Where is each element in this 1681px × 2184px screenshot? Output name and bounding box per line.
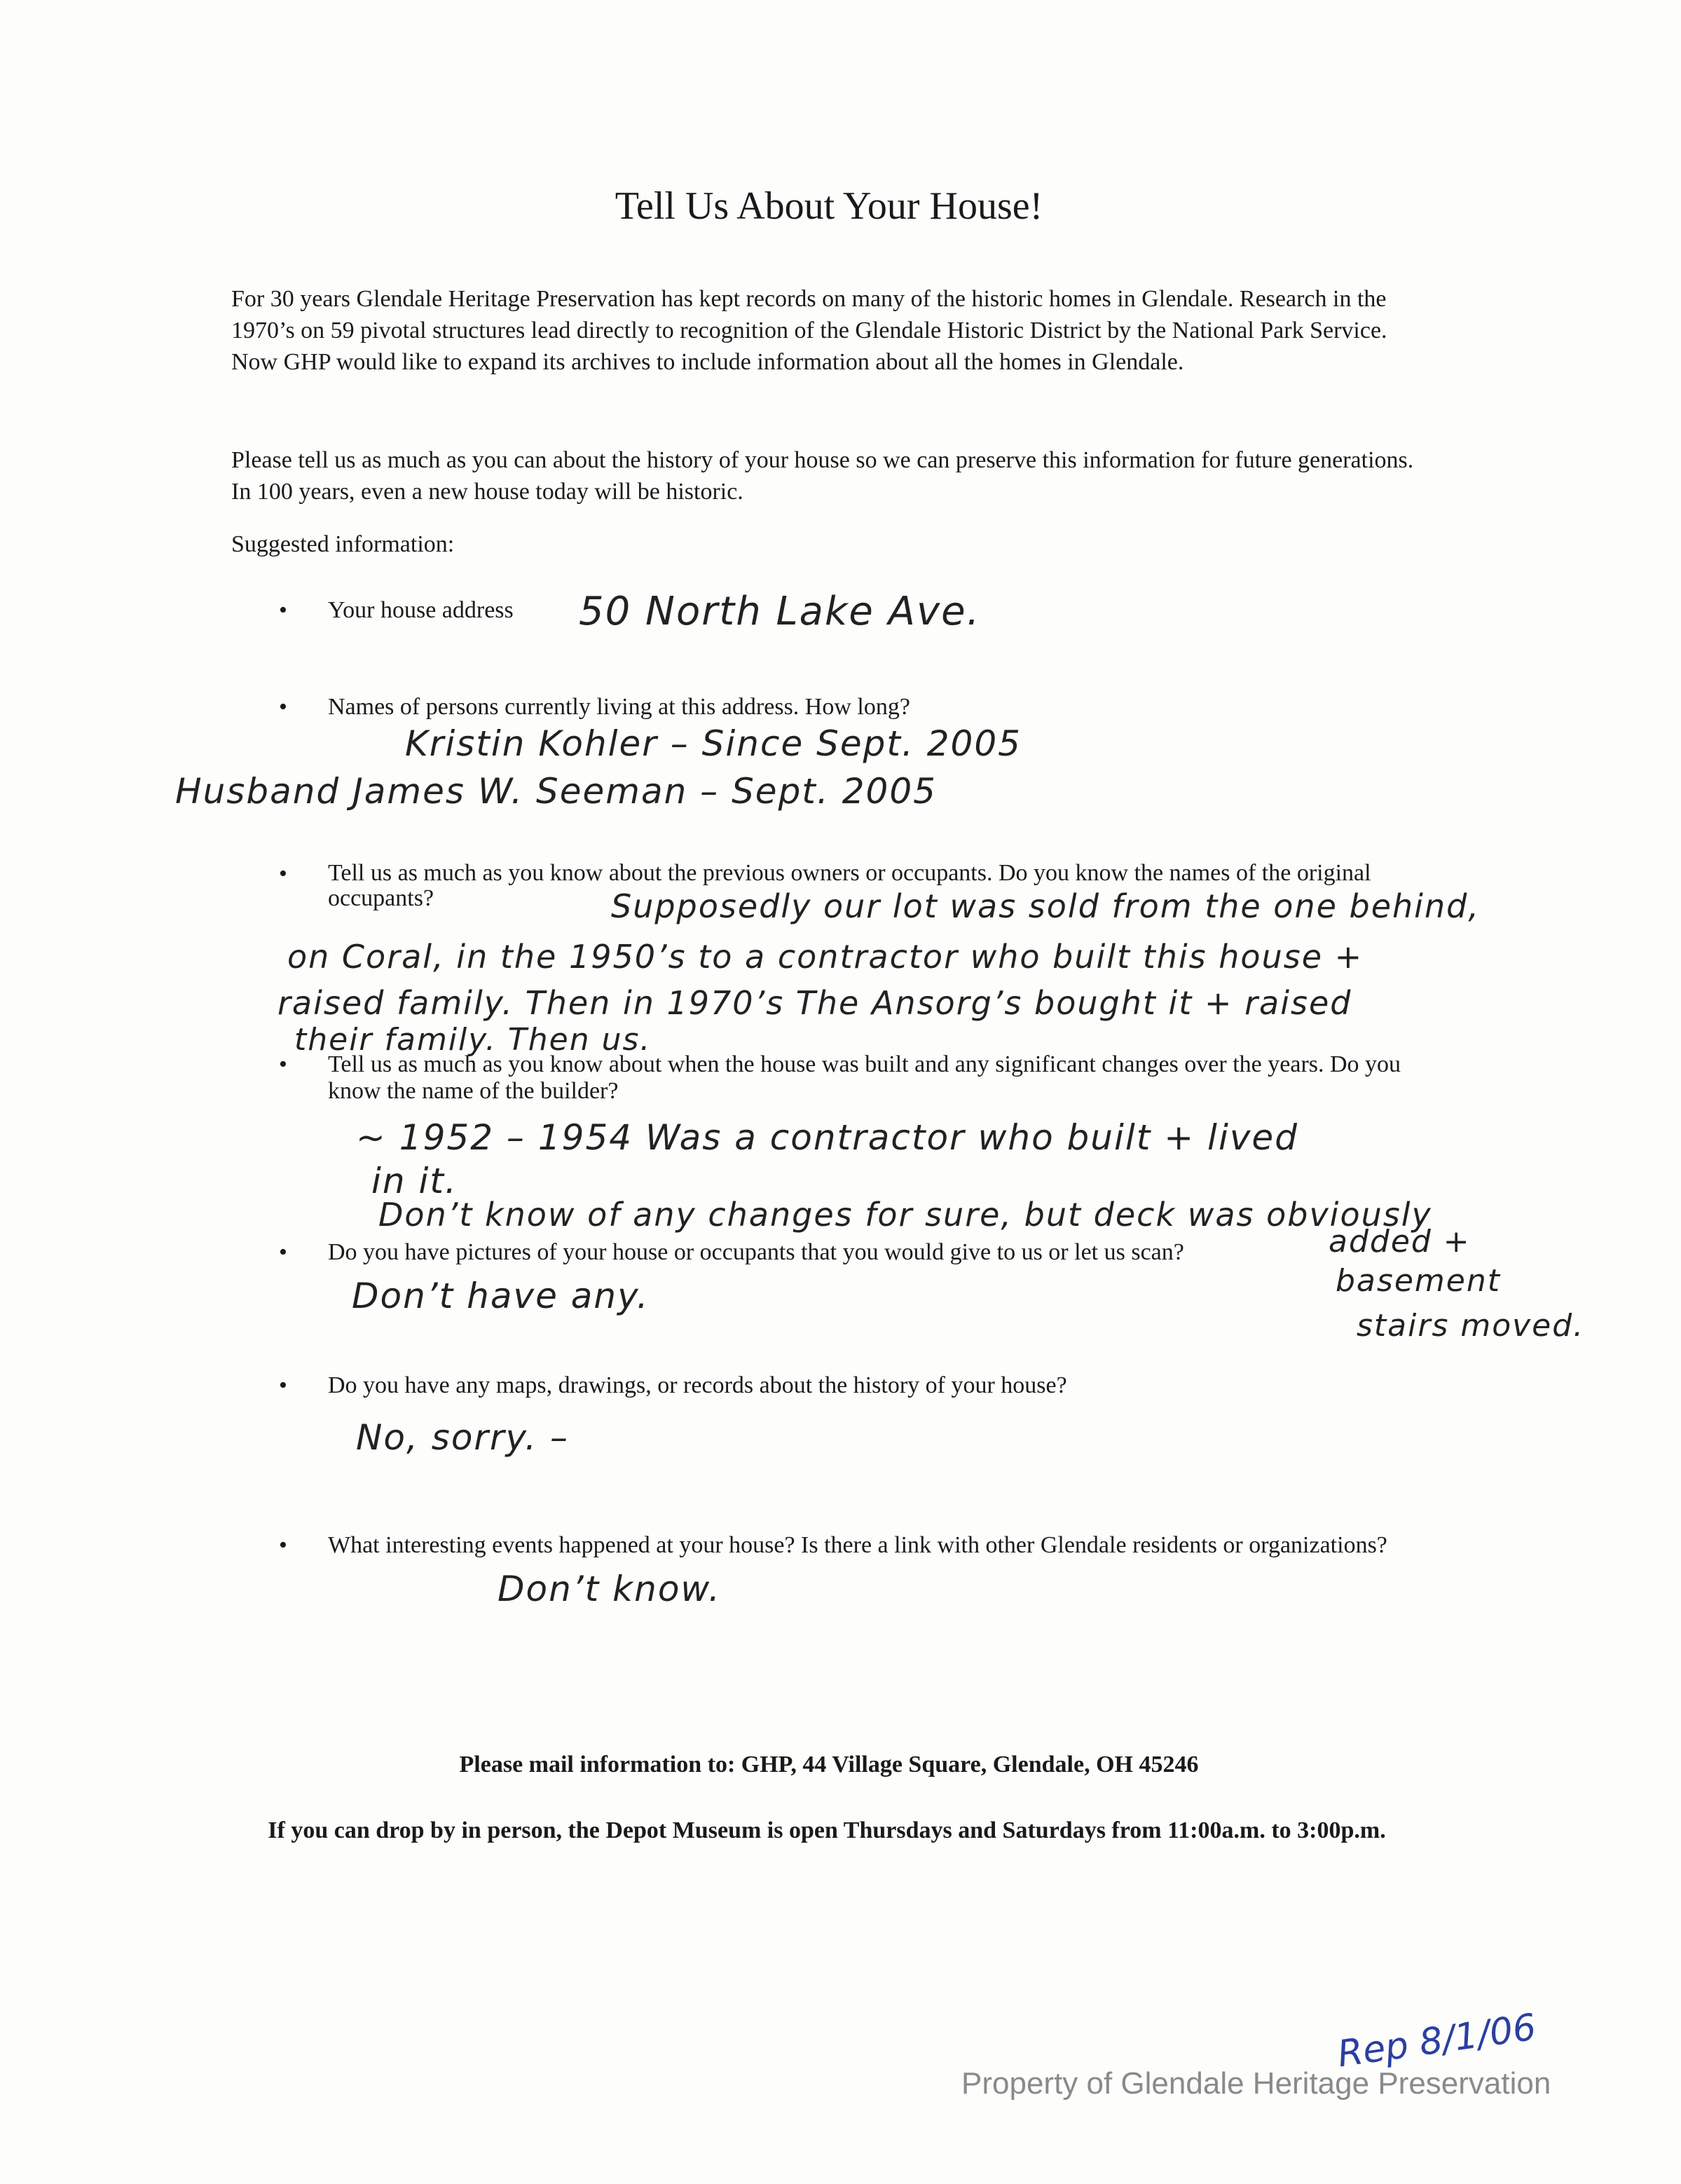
answer-occupants-line-1: Kristin Kohler – Since Sept. 2005: [405, 723, 1022, 764]
answer-built-line-4: added +: [1329, 1224, 1471, 1260]
request-paragraph: Please tell us as much as you can about the history of your house so we can preserve this information for future generations. In 100 years, even a new house today will be historic.: [231, 447, 1414, 505]
form-title: Tell Us About Your House!: [615, 184, 1043, 228]
bullet-7: •: [279, 1532, 287, 1558]
watermark: Property of Glendale Heritage Preservation: [961, 2066, 1551, 2101]
question-built: Tell us as much as you know about when the house was built and any significant changes over the years. Do you know the name of the builder?: [328, 1051, 1401, 1104]
question-pictures: Do you have pictures of your house or occupants that you would give to us or let us scan?: [328, 1239, 1184, 1265]
question-address: Your house address: [328, 597, 514, 623]
answer-built-line-6: stairs moved.: [1357, 1308, 1585, 1344]
suggested-label: Suggested information:: [231, 531, 455, 557]
answer-maps: No, sorry. –: [356, 1417, 570, 1458]
question-maps: Do you have any maps, drawings, or records about the history of your house?: [328, 1372, 1067, 1398]
answer-previous-line-3: raised family. Then in 1970’s The Ansorg’s bought it + raised: [277, 984, 1352, 1022]
answer-previous-line-1: Supposedly our lot was sold from the one behind,: [611, 887, 1480, 925]
question-events: What interesting events happened at your house? Is there a link with other Glendale residents or organizations?: [328, 1532, 1387, 1558]
answer-events: Don’t know.: [498, 1569, 721, 1609]
answer-built-line-2: in it.: [371, 1161, 458, 1201]
bullet-1: •: [279, 597, 287, 623]
answer-built-line-3: Don’t know of any changes for sure, but deck was obviously: [378, 1196, 1432, 1234]
answer-built-line-5: basement: [1336, 1263, 1501, 1299]
dropby-instructions: If you can drop by in person, the Depot Museum is open Thursdays and Saturdays from 11:00a.m. to 3:00p.m.: [268, 1817, 1386, 1843]
answer-previous-line-2: on Coral, in the 1950’s to a contractor who built this house +: [287, 938, 1364, 976]
bullet-5: •: [279, 1239, 287, 1265]
mail-instructions: Please mail information to: GHP, 44 Village Square, Glendale, OH 45246: [459, 1752, 1199, 1777]
answer-previous-line-4: their family. Then us.: [294, 1022, 652, 1058]
answer-pictures: Don’t have any.: [352, 1276, 650, 1316]
bullet-6: •: [279, 1372, 287, 1398]
bullet-4: •: [279, 1051, 287, 1077]
question-occupants: Names of persons currently living at this address. How long?: [328, 694, 910, 720]
bullet-2: •: [279, 694, 287, 720]
answer-address: 50 North Lake Ave.: [579, 589, 981, 634]
reviewer-initials-date: Rep 8/1/06: [1335, 2006, 1539, 2076]
intro-paragraph: For 30 years Glendale Heritage Preservation has kept records on many of the historic homes in Glendale. Research in the 1970’s on 59 pivotal structures lead directly to recognition of the Glendale Historic District by the National Park Service. Now GHP would like to expand its archives to include information about all the homes in Glendale.: [231, 286, 1387, 375]
answer-occupants-line-2: Husband James W. Seeman – Sept. 2005: [175, 771, 937, 812]
question-previous-owners: Tell us as much as you know about the previous owners or occupants. Do you know the names of the original occupants?: [328, 860, 1371, 911]
bullet-3: •: [279, 861, 287, 887]
answer-built-line-1: ~ 1952 – 1954 Was a contractor who built + lived: [356, 1117, 1298, 1158]
